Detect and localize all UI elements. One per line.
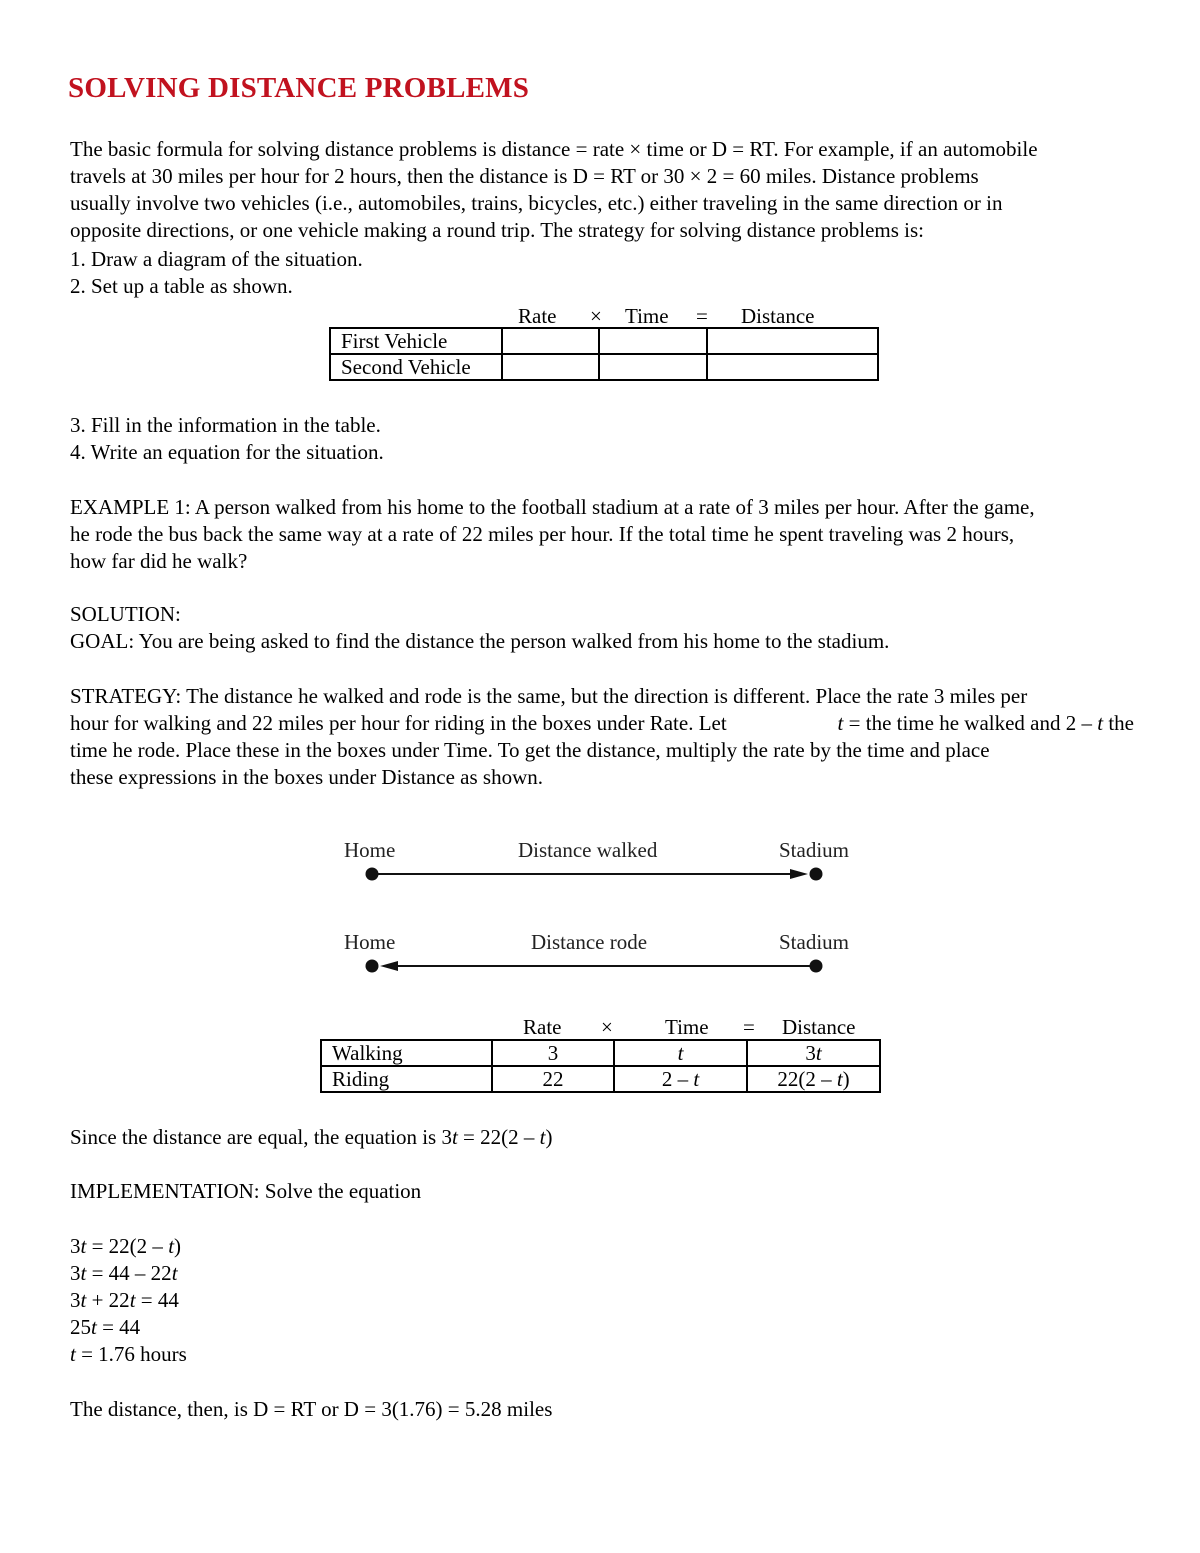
example-line: he rode the bus back the same way at a rate of 22 miles per hour. If the total time he spent traveling was 2 hours, bbox=[70, 522, 1015, 546]
example-header-distance: Distance bbox=[782, 1015, 856, 1039]
goal-text: GOAL: You are being asked to find the distance the person walked from his home to the stadium. bbox=[70, 629, 890, 653]
empty-cell bbox=[599, 354, 707, 380]
intro-line: usually involve two vehicles (i.e., automobiles, trains, bicycles, etc.) either traveling in the same direction or in bbox=[70, 191, 1003, 215]
strategy-fragment: hour for walking and 22 miles per hour for riding in the boxes under Rate. Let bbox=[70, 711, 727, 735]
step-2: 2. Set up a table as shown. bbox=[70, 274, 293, 298]
ride-arrow-diagram bbox=[360, 956, 830, 976]
table-row bbox=[321, 1040, 880, 1066]
step-4: 4. Write an equation for the situation. bbox=[70, 440, 384, 464]
diagram-ride-middle-label: Distance rode bbox=[531, 930, 648, 954]
intro-line: opposite directions, or one vehicle making a round trip. The strategy for solving distance problems is: bbox=[70, 218, 925, 242]
example-header-rate: Rate bbox=[523, 1015, 562, 1039]
table-row bbox=[330, 328, 878, 354]
setup-table bbox=[329, 327, 879, 381]
empty-cell bbox=[502, 328, 599, 354]
intro-line: The basic formula for solving distance problems is distance = rate × time or D = RT. For example, if an automobile bbox=[70, 137, 1038, 161]
table-row bbox=[330, 354, 878, 380]
setup-header-equals: = bbox=[696, 304, 708, 328]
strategy-fragment: t = the time he walked and 2 – t the bbox=[837, 711, 1134, 735]
stadium-point bbox=[810, 960, 823, 973]
conclusion: The distance, then, is D = RT or D = 3(1.76) = 5.28 miles bbox=[70, 1397, 553, 1421]
table-row bbox=[321, 1066, 880, 1092]
strategy-line bbox=[70, 710, 1134, 737]
empty-cell bbox=[707, 328, 878, 354]
right-arrowhead-icon bbox=[790, 869, 808, 879]
riding-distance: 22(2 – t) bbox=[747, 1066, 880, 1092]
equation-step: 3t + 22t = 44 bbox=[70, 1288, 179, 1312]
setup-header-time: Time bbox=[625, 304, 669, 328]
solution-heading: SOLUTION: bbox=[70, 602, 181, 626]
equation-step: 25t = 44 bbox=[70, 1315, 141, 1339]
strategy-line: STRATEGY: The distance he walked and rode is the same, but the direction is different. Place the rate 3 miles per bbox=[70, 684, 1028, 708]
setup-header-times: × bbox=[590, 304, 602, 328]
strategy-line: time he rode. Place these in the boxes under Time. To get the distance, multiply the rate by the time and place bbox=[70, 738, 990, 762]
setup-header-rate: Rate bbox=[518, 304, 557, 328]
example-header-time: Time bbox=[665, 1015, 709, 1039]
example-header-times: × bbox=[601, 1015, 613, 1039]
row-label-riding: Riding bbox=[321, 1066, 492, 1092]
riding-time: 2 – t bbox=[614, 1066, 747, 1092]
strategy-line: these expressions in the boxes under Distance as shown. bbox=[70, 765, 543, 789]
walking-distance: 3t bbox=[747, 1040, 880, 1066]
strategy-paragraph bbox=[70, 683, 1134, 791]
example-line: how far did he walk? bbox=[70, 549, 248, 573]
empty-cell bbox=[599, 328, 707, 354]
page-title: SOLVING DISTANCE PROBLEMS bbox=[68, 72, 530, 104]
diagram-ride-home-label: Home bbox=[344, 930, 396, 954]
diagram-ride-stadium-label: Stadium bbox=[779, 930, 850, 954]
steps-3-4 bbox=[70, 412, 1134, 466]
row-label-walking: Walking bbox=[321, 1040, 492, 1066]
empty-cell bbox=[502, 354, 599, 380]
walking-rate: 3 bbox=[492, 1040, 614, 1066]
stadium-point bbox=[810, 868, 823, 881]
diagram-walk-stadium-label: Stadium bbox=[779, 838, 850, 862]
example-line: EXAMPLE 1: A person walked from his home to the football stadium at a rate of 3 miles per hour. After the game, bbox=[70, 495, 1035, 519]
intro-line: travels at 30 miles per hour for 2 hours, then the distance is D = RT or 30 × 2 = 60 miles. Distance problems bbox=[70, 164, 979, 188]
riding-rate: 22 bbox=[492, 1066, 614, 1092]
home-point bbox=[366, 960, 379, 973]
implementation-heading: IMPLEMENTATION: Solve the equation bbox=[70, 1179, 422, 1203]
solution-block bbox=[70, 601, 1134, 655]
equation-step: 3t = 44 – 22t bbox=[70, 1261, 178, 1285]
walk-arrow-diagram bbox=[360, 864, 830, 884]
equation-step: t = 1.76 hours bbox=[70, 1342, 187, 1366]
intro-paragraph bbox=[70, 136, 1134, 300]
setup-header-distance: Distance bbox=[741, 304, 815, 328]
equation-statement: Since the distance are equal, the equation is 3t = 22(2 – t) bbox=[70, 1125, 553, 1149]
row-label-first-vehicle: First Vehicle bbox=[330, 328, 502, 354]
diagram-walk-home-label: Home bbox=[344, 838, 396, 862]
example-paragraph bbox=[70, 494, 1134, 575]
walking-time: t bbox=[614, 1040, 747, 1066]
step-1: 1. Draw a diagram of the situation. bbox=[70, 247, 363, 271]
empty-cell bbox=[707, 354, 878, 380]
step-3: 3. Fill in the information in the table. bbox=[70, 413, 381, 437]
example-table bbox=[320, 1039, 881, 1093]
diagram-walk-middle-label: Distance walked bbox=[518, 838, 658, 862]
equation-step: 3t = 22(2 – t) bbox=[70, 1234, 182, 1258]
row-label-second-vehicle: Second Vehicle bbox=[330, 354, 502, 380]
implementation-steps bbox=[70, 1233, 1134, 1368]
example-header-equals: = bbox=[743, 1015, 755, 1039]
